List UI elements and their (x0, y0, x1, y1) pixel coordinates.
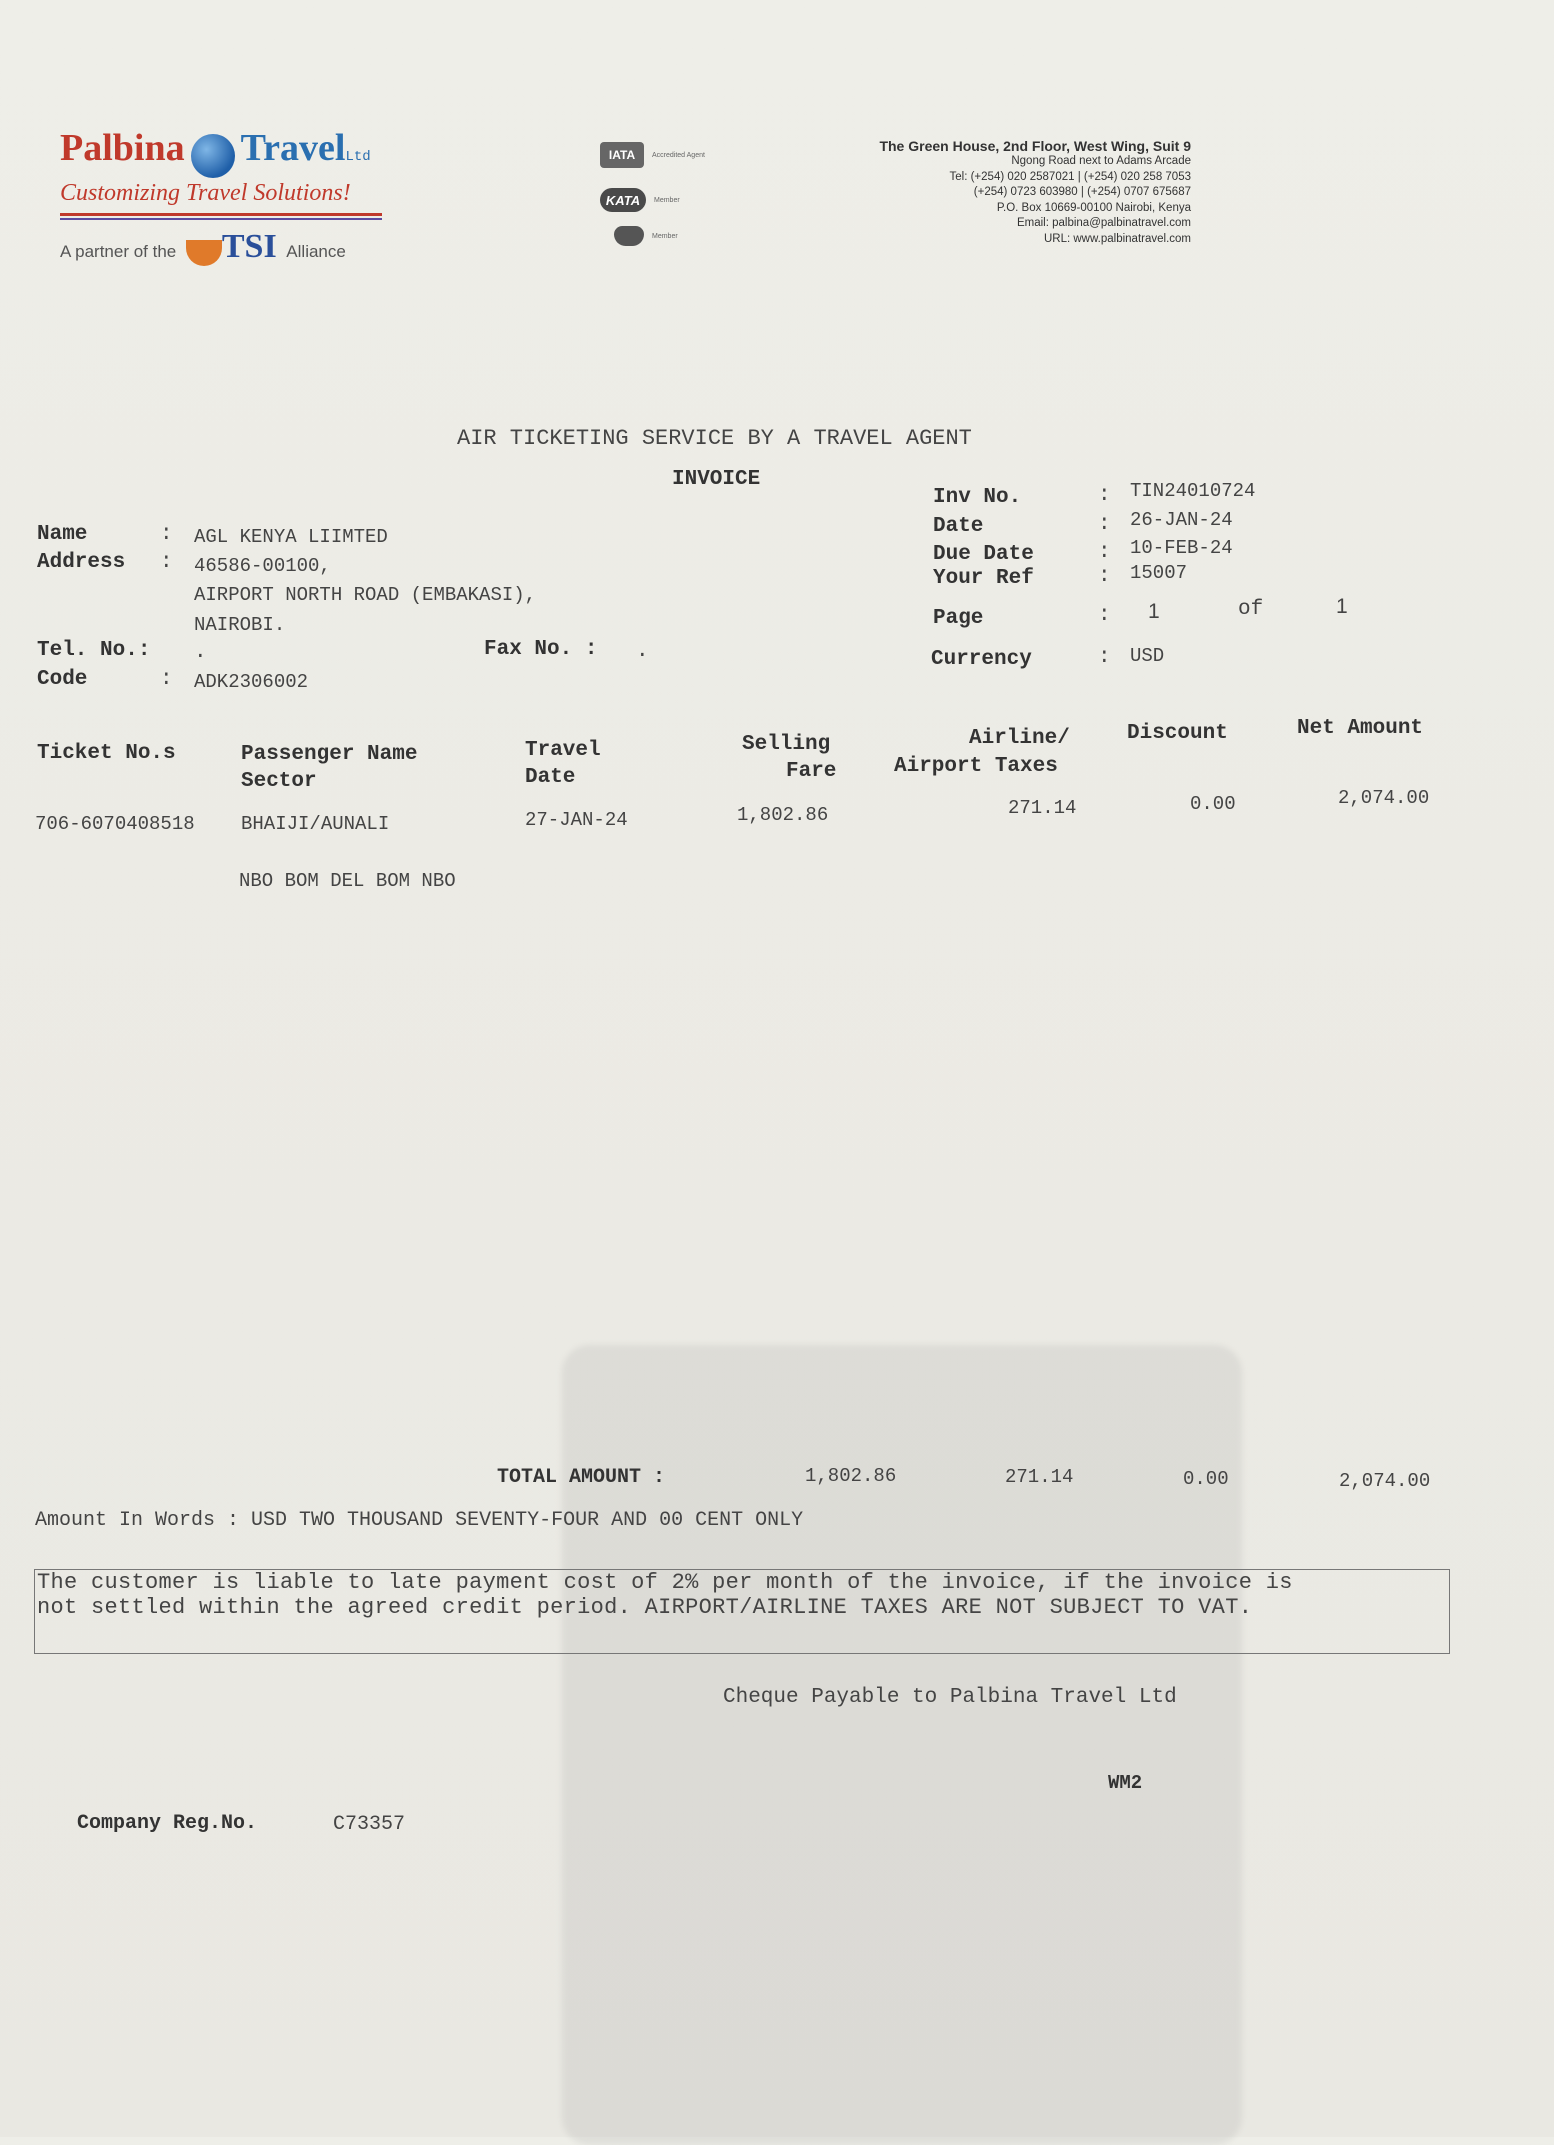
address-line-6: Email: palbina@palbinatravel.com (1016, 217, 1191, 229)
header-travel-2: Date (525, 766, 576, 789)
due-date-colon: : (1098, 541, 1111, 564)
currency-label: Currency (931, 648, 1032, 671)
company-logo (60, 126, 390, 266)
header-ticket: Ticket No.s (37, 742, 176, 765)
your-ref-value: 15007 (1130, 562, 1188, 584)
header-net: Net Amount (1297, 717, 1424, 740)
tsi-mark-icon (186, 240, 222, 266)
address-line-7: URL: www.palbinatravel.com (1043, 232, 1191, 245)
customer-name: AGL KENYA LIIMTED (194, 526, 388, 548)
customer-code: ADK2306002 (194, 671, 309, 693)
cheque-note: Cheque Payable to Palbina Travel Ltd (723, 1686, 1177, 1709)
date-label: Date (933, 515, 984, 538)
name-label: Name (37, 523, 88, 546)
row-selling-fare: 1,802.86 (737, 804, 829, 826)
buffalo-badge-icon (614, 226, 644, 246)
header-travel-1: Travel (525, 739, 601, 762)
company-reg-value: C73357 (333, 1813, 406, 1836)
code-colon: : (160, 668, 173, 691)
customer-address-2: AIRPORT NORTH ROAD (EMBAKASI), (194, 584, 537, 606)
address-line-2: Ngong Road next to Adams Arcade (1011, 155, 1191, 167)
code-mark: WM2 (1108, 1772, 1143, 1794)
kata-badge-label: Member (654, 196, 680, 204)
row-taxes: 271.14 (1008, 797, 1077, 819)
company-address (879, 138, 1191, 247)
address-colon: : (160, 551, 173, 574)
company-tagline: Customizing Travel Solutions! (60, 179, 351, 206)
page-total: 1 (1336, 595, 1348, 618)
address-line-1: The Green House, 2nd Floor, West Wing, Suit 9 (879, 138, 1191, 154)
address-line-5: P.O. Box 10669-00100 Nairobi, Kenya (996, 201, 1191, 214)
total-discount: 0.00 (1183, 1468, 1229, 1490)
header-selling-1: Selling (742, 733, 831, 756)
row-net: 2,074.00 (1338, 787, 1430, 809)
third-badge-label: Member (652, 232, 678, 240)
your-ref-label: Your Ref (933, 567, 1034, 590)
partner-suffix: Alliance (286, 241, 346, 261)
currency-colon: : (1098, 646, 1111, 669)
logo-name-part1: Palbina (60, 127, 185, 169)
header-sector: Sector (241, 770, 317, 793)
iata-badge-label: Accredited Agent (652, 151, 705, 159)
customer-address-1: 46586-00100, (194, 555, 331, 577)
currency-value: USD (1130, 645, 1165, 667)
notice-line-2: not settled within the agreed credit period. AIRPORT/AIRLINE TAXES ARE NOT SUBJECT TO VAT. (37, 1595, 1253, 1620)
header-taxes-1: Airline/ (969, 727, 1070, 750)
your-ref-colon: : (1098, 565, 1111, 588)
tel-value: . (194, 641, 207, 664)
name-colon: : (160, 523, 173, 546)
total-selling-fare: 1,802.86 (805, 1465, 897, 1487)
due-date-label: Due Date (933, 543, 1034, 566)
header-taxes-2: Airport Taxes (894, 755, 1058, 778)
date-value: 26-JAN-24 (1130, 509, 1233, 531)
inv-no-label: Inv No. (933, 486, 1022, 509)
accreditation-iata (600, 142, 705, 168)
accreditation-kata (600, 188, 680, 212)
total-taxes: 271.14 (1005, 1466, 1074, 1488)
header-discount: Discount (1127, 722, 1228, 745)
inv-no-value: TIN24010724 (1130, 480, 1256, 502)
header-selling-2: Fare (786, 760, 837, 783)
logo-suffix: Ltd (345, 149, 371, 165)
partner-brand: TSI (221, 227, 277, 265)
payment-notice-box (34, 1569, 1450, 1654)
row-travel-date: 27-JAN-24 (525, 809, 628, 831)
due-date-value: 10-FEB-24 (1130, 537, 1233, 559)
code-label: Code (37, 668, 88, 691)
globe-icon (191, 134, 235, 178)
notice-line-1: The customer is liable to late payment cost of 2% per month of the invoice, if the invoice is (37, 1570, 1293, 1595)
total-label: TOTAL AMOUNT : (497, 1466, 666, 1489)
page-label: Page (933, 607, 984, 630)
accreditation-third (600, 226, 678, 246)
fax-value: . (636, 640, 649, 663)
row-sector: NBO BOM DEL BOM NBO (239, 870, 456, 892)
address-line-3: Tel: (+254) 020 2587021 | (+254) 020 258 7053 (949, 170, 1191, 183)
header-passenger: Passenger Name (241, 743, 418, 766)
page-current: 1 (1148, 600, 1160, 623)
address-label: Address (37, 551, 126, 574)
iata-badge-icon: IATA (600, 142, 644, 168)
fax-label: Fax No. : (484, 638, 598, 661)
company-reg-label: Company Reg.No. (77, 1812, 258, 1835)
customer-address-3: NAIROBI. (194, 614, 286, 636)
document-heading: AIR TICKETING SERVICE BY A TRAVEL AGENT (457, 426, 972, 451)
tagline-rule-secondary (60, 218, 382, 220)
page-colon: : (1098, 604, 1111, 627)
tel-label: Tel. No.: (37, 639, 151, 662)
total-net: 2,074.00 (1339, 1470, 1431, 1492)
document-subheading: INVOICE (672, 468, 761, 491)
row-ticket: 706-6070408518 (35, 813, 195, 835)
logo-name-part2: Travel (240, 127, 346, 169)
row-discount: 0.00 (1190, 793, 1236, 815)
row-passenger: BHAIJI/AUNALI (241, 813, 390, 835)
address-line-4: (+254) 0723 603980 | (+254) 0707 675687 (973, 186, 1191, 198)
kata-badge-icon: KATA (600, 188, 646, 212)
amount-in-words: Amount In Words : USD TWO THOUSAND SEVENTY-FOUR AND 00 CENT ONLY (35, 1509, 804, 1532)
photo-shadow (562, 1345, 1242, 2145)
page-of: of (1238, 598, 1264, 621)
tagline-rule (60, 213, 382, 216)
date-colon: : (1098, 513, 1111, 536)
inv-no-colon: : (1098, 484, 1111, 507)
partner-prefix: A partner of the (60, 241, 177, 261)
